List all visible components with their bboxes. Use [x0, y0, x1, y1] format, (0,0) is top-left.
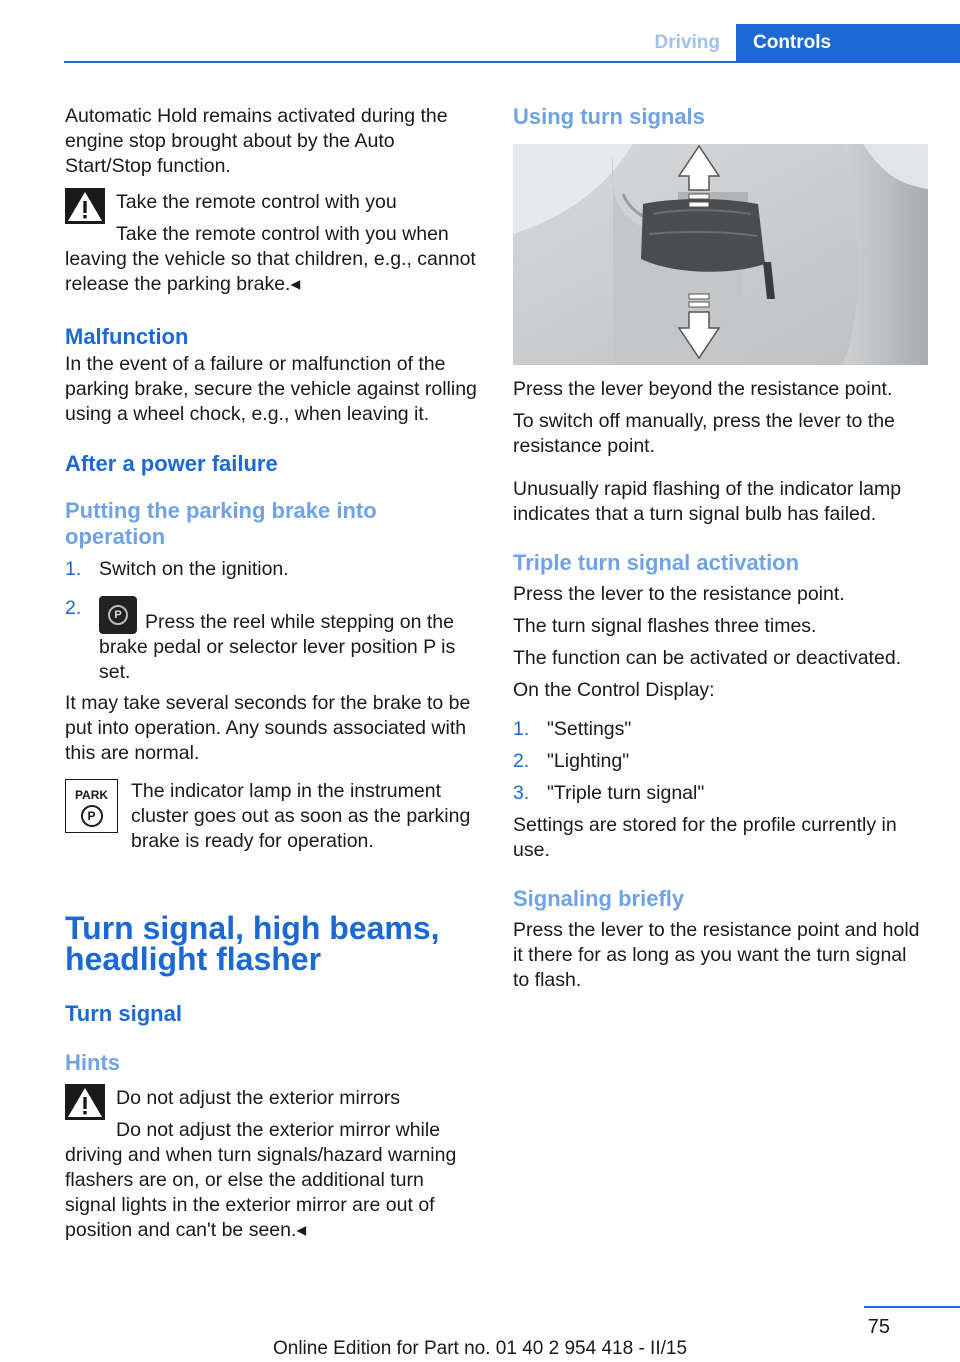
left-column: [65, 104, 480, 1243]
footer-rule: [864, 1306, 960, 1308]
flashes-three-times-paragraph: The turn signal flashes three times.: [513, 615, 817, 637]
activated-paragraph: The function can be activated or deactivated.: [513, 647, 902, 669]
resistance-point-paragraph: Press the lever to the resistance point.: [513, 583, 845, 605]
control-display-paragraph: On the Control Display:: [513, 679, 715, 701]
switch-off-paragraph: To switch off manually, press the lever to the resistance point.: [513, 410, 895, 457]
warning-body: Do not adjust the exterior mirror while driving and when turn signals/hazard warning flashers are on, or else the additional turn signal lights in the exterior mirror are out of position and can't be seen.◂: [65, 1119, 457, 1241]
park-indicator-icon: PARK P: [65, 779, 118, 833]
parking-brake-button-icon: P: [99, 596, 137, 634]
list-item: 3. "Triple turn signal": [513, 782, 705, 804]
warning-title: Take the remote control with you: [116, 191, 397, 213]
operation-steps: [65, 557, 480, 685]
operation-note-paragraph: It may take several seconds for the brake to be put into operation. Any sounds associated with this are normal.: [65, 692, 471, 764]
warning-triangle-icon: [65, 188, 105, 224]
heading-malfunction: Malfunction: [65, 324, 189, 349]
press-lever-paragraph: Press the lever beyond the resistance point.: [513, 378, 893, 400]
heading-triple-turn-signal: Triple turn signal activation: [513, 550, 800, 575]
section-title: Turn signal, high beams, headlight flasher: [65, 910, 440, 977]
heading-signaling-briefly: Signaling briefly: [513, 886, 685, 911]
edition-footer: Online Edition for Part no. 01 40 2 954 418 - II/15: [272, 1338, 688, 1359]
heading-turn-signal: Turn signal: [65, 1001, 182, 1026]
heading-putting-into-operation: Putting the parking brake into operation: [65, 498, 377, 549]
malfunction-paragraph: In the event of a failure or malfunction of the parking brake, secure the vehicle against rolling using a wheel chock, e.g., when leaving it.: [65, 353, 477, 425]
warning-title: Do not adjust the exterior mirrors: [116, 1087, 400, 1109]
heading-after-power-failure: After a power failure: [65, 451, 278, 476]
auto-hold-paragraph: Automatic Hold remains activated during the engine stop brought about by the Auto Start/Stop function.: [65, 105, 448, 177]
settings-stored-paragraph: Settings are stored for the profile currently in use.: [513, 814, 897, 861]
list-item: 1. "Settings": [513, 718, 632, 740]
list-item: 2. P Press the reel while stepping on the brake pedal or selector lever position P is set.: [65, 597, 456, 683]
list-item: 1. Switch on the ignition.: [65, 558, 289, 580]
indicator-lamp-text: The indicator lamp in the instrument cluster goes out as soon as the parking brake is ready for operation.: [131, 780, 471, 852]
turn-signal-lever-illustration: [513, 144, 928, 365]
chapter-tab-controls[interactable]: Controls: [736, 24, 960, 61]
warning-exterior-mirrors: [65, 1086, 480, 1243]
signaling-briefly-paragraph: Press the lever to the resistance point and hold it there for as long as you want the turn signal to flash.: [513, 919, 920, 991]
header-rule: [64, 61, 960, 63]
rapid-flashing-paragraph: Unusually rapid flashing of the indicator lamp indicates that a turn signal bulb has failed.: [513, 478, 902, 525]
warning-body: Take the remote control with you when leaving the vehicle so that children, e.g., cannot release the parking brake.◂: [65, 223, 476, 295]
control-display-steps: [513, 717, 928, 806]
list-item: 2. "Lighting": [513, 750, 630, 772]
section-tab-driving[interactable]: Driving: [654, 32, 720, 53]
park-indicator-note: [65, 779, 480, 865]
heading-hints: Hints: [65, 1050, 120, 1075]
warning-remote-control: [65, 190, 480, 297]
warning-triangle-icon: [65, 1084, 105, 1120]
right-column: [513, 104, 928, 993]
heading-using-turn-signals: Using turn signals: [513, 104, 705, 129]
page-number: 75: [867, 1316, 890, 1338]
